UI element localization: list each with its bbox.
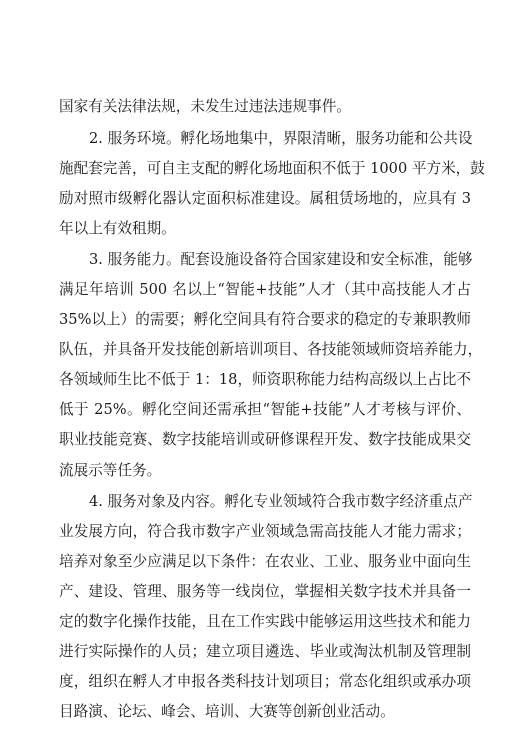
text-line: 业发展方向，符合我市数字产业领域急需高技能人才能力需求； <box>59 523 471 540</box>
text-line: 产、建设、管理、服务等一线岗位，掌握相关数字技术并具备一 <box>59 583 471 600</box>
text-line: 定的数字化操作技能，且在工作实践中能够运用这些技术和能力 <box>59 613 471 630</box>
text-line: 进行实际操作的人员；建立项目遴选、毕业或淘汰机制及管理制 <box>59 643 471 660</box>
text-line: 满足年培训 500 名以上“智能+技能”人才（其中高技能人才占 <box>59 281 471 298</box>
text-line: 各领域师生比不低于 1：18，师资职称能力结构高级以上占比不 <box>59 371 471 388</box>
text-line: 施配套完善，可自主支配的孵化场地面积不低于 1000 平方米，鼓 <box>59 160 485 177</box>
text-line: 度，组织在孵人才申报各类科技计划项目；常态化组织或承办项 <box>59 673 471 690</box>
text-line: 职业技能竞赛、数字技能培训或研修课程开发、数字技能成果交 <box>59 431 471 448</box>
text-line: 励对照市级孵化器认定面积标准建设。属租赁场地的，应具有 3 <box>59 190 471 207</box>
text-line: 流展示等任务。 <box>59 462 162 479</box>
text-line: 35%以上）的需要；孵化空间具有符合要求的稳定的专兼职教师 <box>59 311 471 328</box>
text-line: 国家有关法律法规，未发生过违法违规事件。 <box>59 98 351 115</box>
text-line: 低于 25%。孵化空间还需承担“智能+技能”人才考核与评价、 <box>59 401 471 418</box>
text-line: 队伍，并具备开发技能创新培训项目、各技能领域师资培养能力， <box>59 341 483 358</box>
text-line: 3. 服务能力。配套设施设备符合国家建设和安全标准，能够 <box>89 251 473 268</box>
text-line: 2. 服务环境。孵化场地集中，界限清晰，服务功能和公共设 <box>89 130 473 147</box>
text-line: 年以上有效租期。 <box>59 220 176 237</box>
text-line: 培养对象至少应满足以下条件：在农业、工业、服务业中面向生 <box>59 553 471 570</box>
text-line: 4. 服务对象及内容。孵化专业领域符合我市数字经济重点产 <box>89 493 473 510</box>
text-line: 目路演、论坛、峰会、培训、大赛等创新创业活动。 <box>59 703 395 720</box>
